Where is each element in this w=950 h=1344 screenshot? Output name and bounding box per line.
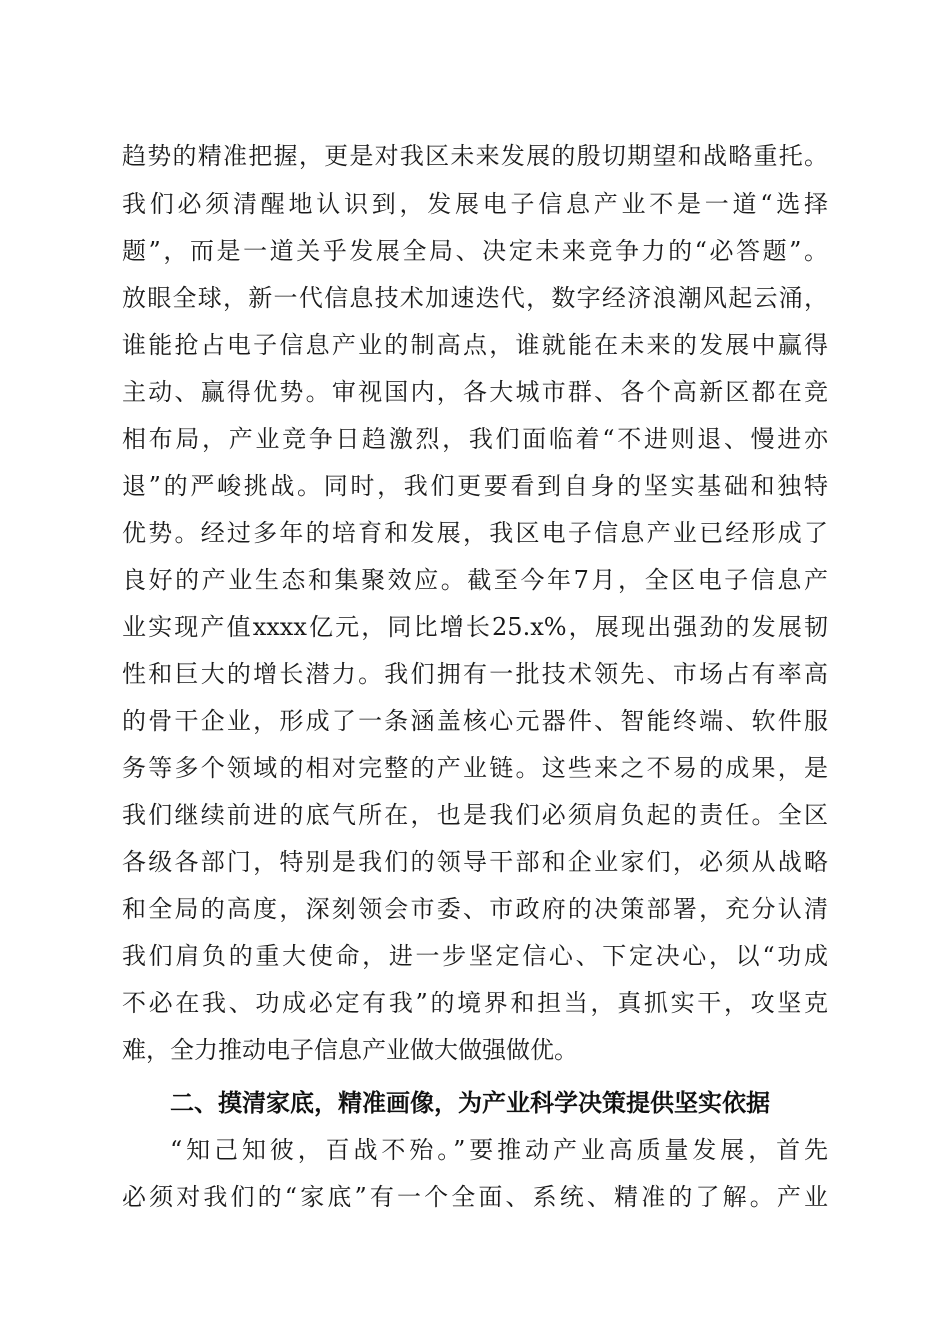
text-line: 我们肩负的重大使命，进一步坚定信心、下定决心，以“功成 — [122, 942, 828, 970]
text-line: 放眼全球，新一代信息技术加速迭代，数字经济浪潮风起云涌， — [122, 284, 828, 312]
text-line: 良好的产业生态和集聚效应。截至今年7月，全区电子信息产 — [122, 566, 828, 594]
text-line: 各级各部门，特别是我们的领导干部和企业家们，必须从战略 — [122, 848, 828, 876]
text-line: 不必在我、功成必定有我”的境界和担当，真抓实干，攻坚克 — [122, 989, 828, 1017]
text-line: 主动、赢得优势。审视国内，各大城市群、各个高新区都在竞 — [122, 378, 828, 406]
text-line: 我们必须清醒地认识到，发展电子信息产业不是一道“选择 — [122, 190, 828, 218]
text-line: 的骨干企业，形成了一条涵盖核心元器件、智能终端、软件服 — [122, 707, 828, 735]
text-line: 和全局的高度，深刻领会市委、市政府的决策部署，充分认清 — [122, 895, 828, 923]
text-line: 题”，而是一道关乎发展全局、决定未来竞争力的“必答题”。 — [122, 237, 828, 265]
text-line: 难，全力推动电子信息产业做大做强做优。 — [122, 1036, 578, 1064]
text-line: 相布局，产业竞争日趋激烈，我们面临着“不进则退、慢进亦 — [122, 425, 828, 453]
text-line: 性和巨大的增长潜力。我们拥有一批技术领先、市场占有率高 — [122, 660, 828, 688]
text-line: “知己知彼，百战不殆。”要推动产业高质量发展，首先 — [170, 1136, 828, 1164]
text-line: 我们继续前进的底气所在，也是我们必须肩负起的责任。全区 — [122, 801, 828, 829]
text-line: 必须对我们的“家底”有一个全面、系统、精准的了解。产业 — [122, 1183, 828, 1211]
text-line: 趋势的精准把握，更是对我区未来发展的殷切期望和战略重托。 — [122, 142, 828, 170]
text-line: 务等多个领域的相对完整的产业链。这些来之不易的成果，是 — [122, 754, 828, 782]
text-line: 优势。经过多年的培育和发展，我区电子信息产业已经形成了 — [122, 519, 828, 547]
text-line: 退”的严峻挑战。同时，我们更要看到自身的坚实基础和独特 — [122, 472, 828, 500]
section-heading: 二、摸清家底，精准画像，为产业科学决策提供坚实依据 — [170, 1089, 770, 1117]
text-line: 业实现产值xxxx亿元，同比增长25.x%，展现出强劲的发展韧 — [122, 613, 828, 641]
text-line: 谁能抢占电子信息产业的制高点，谁就能在未来的发展中赢得 — [122, 331, 828, 359]
